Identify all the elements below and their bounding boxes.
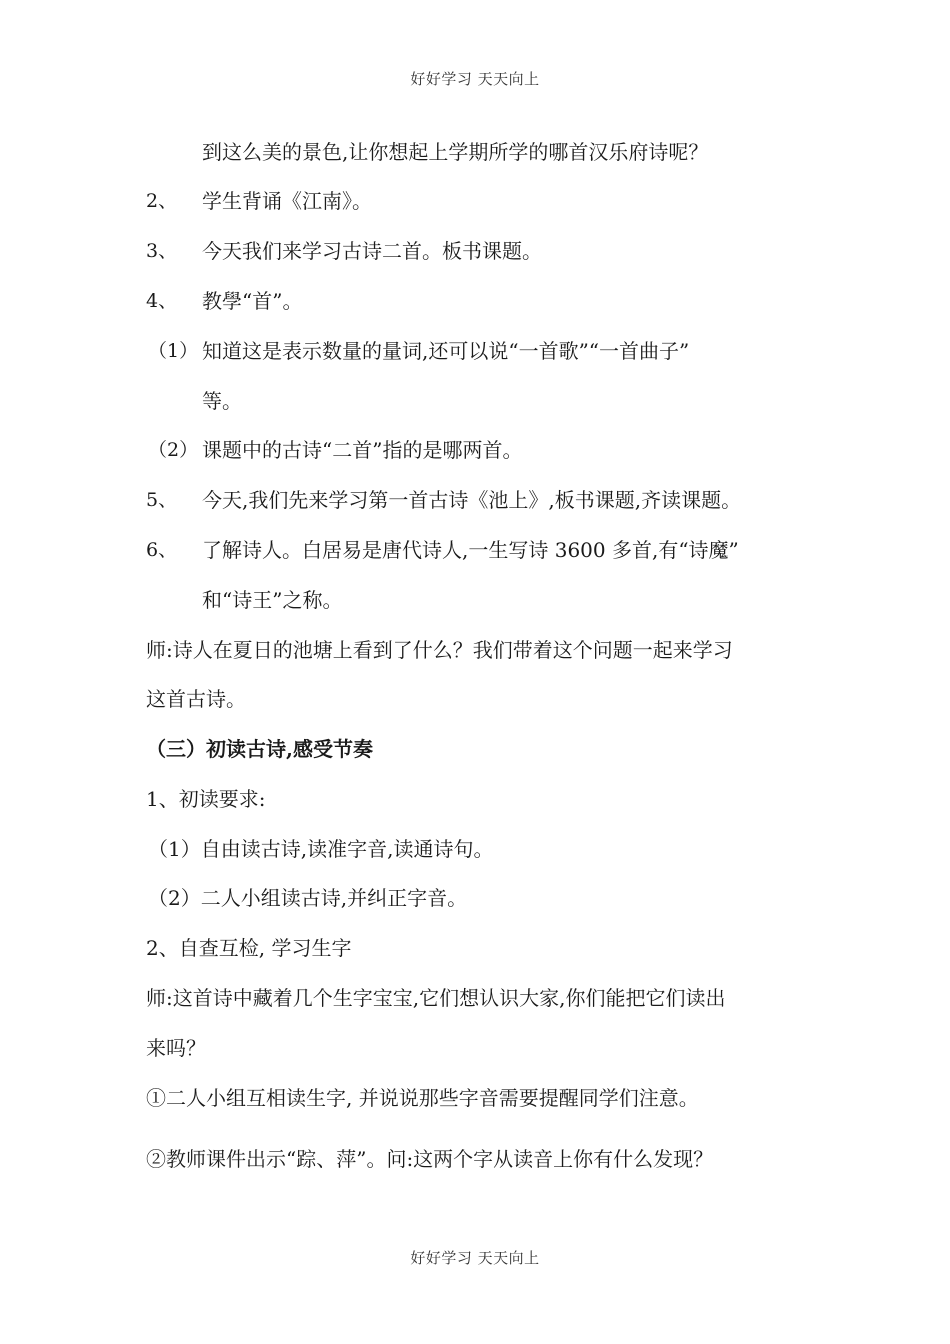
list-item-text: 了解诗人。白居易是唐代诗人,一生写诗 3600 多首,有“诗魔” xyxy=(202,538,739,562)
paragraph-line: 和“诗王”之称。 xyxy=(202,588,343,612)
paragraph-line: 等。 xyxy=(202,389,242,413)
list-item-text: 今天我们来学习古诗二首。板书课题。 xyxy=(202,239,542,263)
paragraph-line: （2）二人小组读古诗,并纠正字音。 xyxy=(148,886,468,910)
list-item-text: 今天,我们先来学习第一首古诗《池上》,板书课题,齐读课题。 xyxy=(202,488,742,512)
list-number: 3、 xyxy=(146,240,178,262)
list-number: 2、 xyxy=(146,190,178,212)
section-heading: （三）初读古诗,感受节奏 xyxy=(146,737,373,761)
paragraph-line: 1、初读要求: xyxy=(146,787,266,811)
sub-list-number: （2） xyxy=(148,439,199,461)
list-number: 5、 xyxy=(146,489,178,511)
page-header: 好好学习 天天向上 xyxy=(410,70,540,88)
list-item-text: 教學“首”。 xyxy=(202,289,303,313)
list-number: 6、 xyxy=(146,539,178,561)
sub-list-item-text: 课题中的古诗“二首”指的是哪两首。 xyxy=(202,438,523,462)
paragraph-line: 2、自查互检, 学习生字 xyxy=(146,936,352,960)
sub-list-item-text: 知道这是表示数量的量词,还可以说“一首歌”“一首曲子” xyxy=(202,339,690,363)
paragraph-line: （1）自由读古诗,读准字音,读通诗句。 xyxy=(148,837,494,861)
paragraph-line: 来吗？ xyxy=(146,1036,206,1060)
paragraph-line: 师:诗人在夏日的池塘上看到了什么？我们带着这个问题一起来学习 xyxy=(146,638,733,662)
page-footer: 好好学习 天天向上 xyxy=(410,1249,540,1267)
list-item-text: 学生背诵《江南》。 xyxy=(202,189,372,213)
paragraph-line: ②教师课件出示“踪、萍”。问:这两个字从读音上你有什么发现？ xyxy=(146,1147,714,1171)
paragraph-line: ①二人小组互相读生字, 并说说那些字音需要提醒同学们注意。 xyxy=(146,1086,699,1110)
paragraph-line: 师:这首诗中藏着几个生字宝宝,它们想认识大家,你们能把它们读出 xyxy=(146,986,726,1010)
paragraph-line: 这首古诗。 xyxy=(146,687,246,711)
sub-list-number: （1） xyxy=(148,340,199,362)
list-number: 4、 xyxy=(146,290,178,312)
paragraph-line: 到这么美的景色,让你想起上学期所学的哪首汉乐府诗呢？ xyxy=(202,140,709,164)
